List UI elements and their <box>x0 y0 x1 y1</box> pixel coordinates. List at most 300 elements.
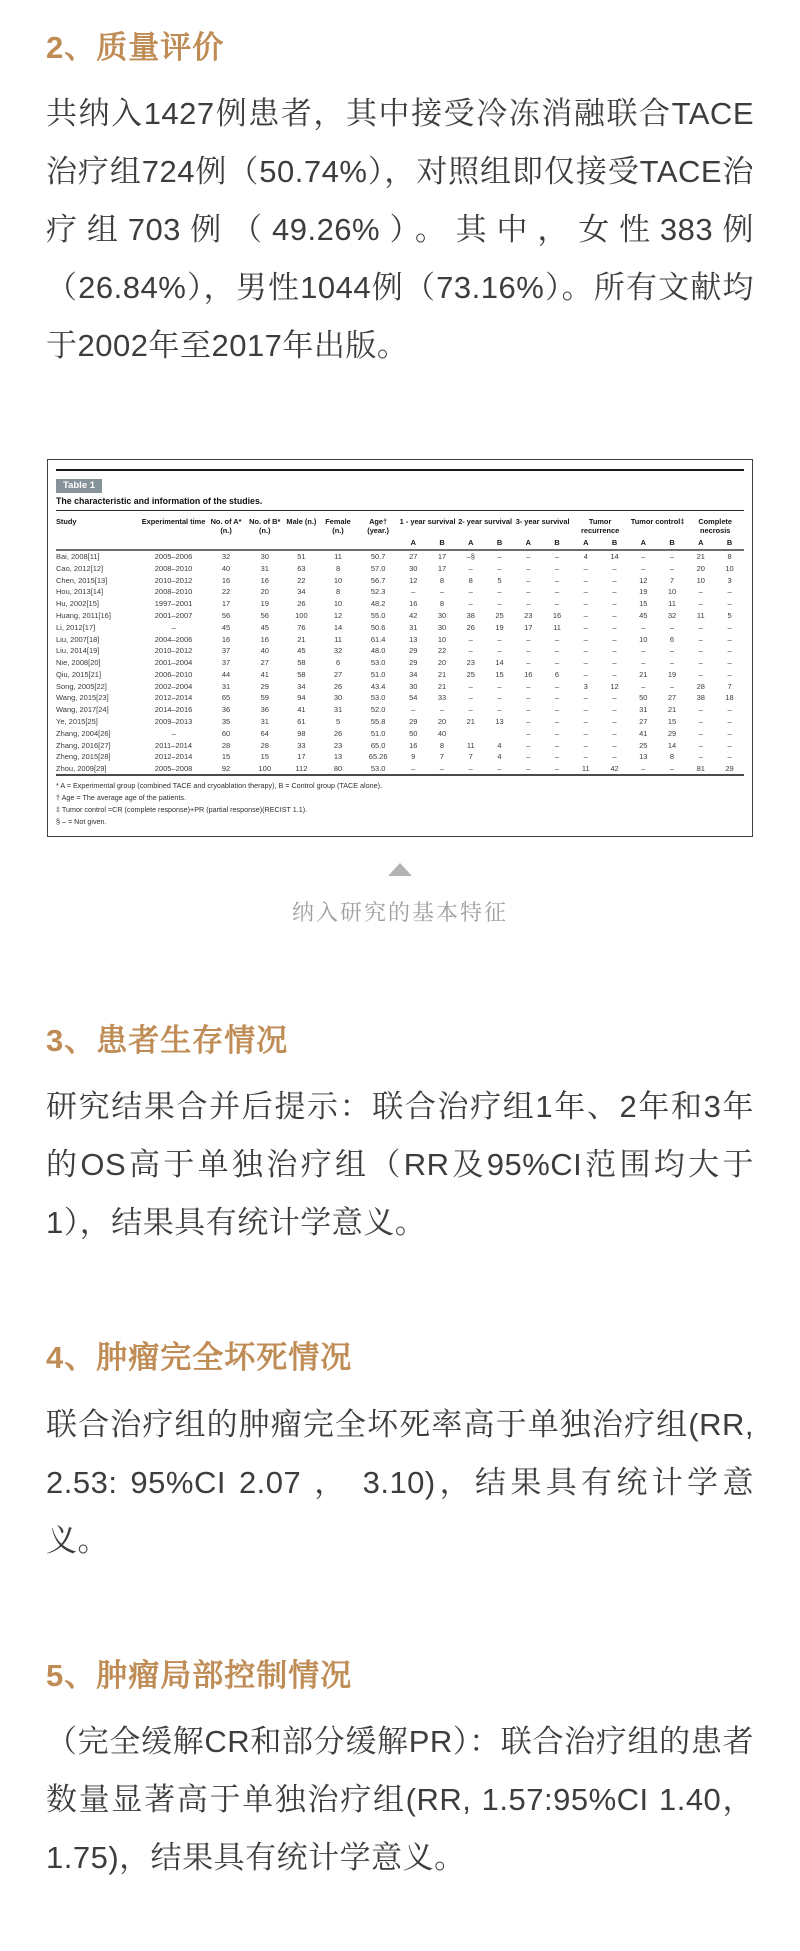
value-cell: 29 <box>260 681 269 691</box>
value-cell: 51.0 <box>370 728 386 738</box>
value-cell: 63 <box>297 563 306 573</box>
column-header: Male (n.) <box>286 516 317 526</box>
studies-table-body <box>56 550 744 776</box>
table-footnote: † Age = The average age of the patients. <box>56 793 186 803</box>
value-cell: – <box>612 622 617 632</box>
value-cell: 40 <box>437 728 447 738</box>
table-row <box>56 657 744 669</box>
value-cell: 10 <box>639 634 648 644</box>
value-cell: 2009–2013 <box>154 716 193 726</box>
value-cell: 61.4 <box>370 634 386 644</box>
value-cell: 36 <box>260 705 269 715</box>
table-row <box>56 562 744 574</box>
column-group-header: 3- year survival <box>515 516 570 526</box>
section-patient-survival <box>46 1019 754 1252</box>
section-complete-necrosis <box>46 1336 754 1569</box>
table-row <box>56 763 744 776</box>
value-cell: 17 <box>437 563 447 573</box>
column-header: No. of A* (n.) <box>210 516 242 536</box>
value-cell: 29 <box>409 716 418 726</box>
value-cell: – <box>583 728 588 738</box>
value-cell: 32 <box>667 610 677 620</box>
value-cell: 2011–2014 <box>155 740 193 750</box>
value-cell: – <box>727 705 732 715</box>
value-cell: 21 <box>297 634 306 644</box>
value-cell: 8 <box>727 552 732 562</box>
section-heading: 2、质量评价 <box>46 30 225 65</box>
value-cell: 60 <box>221 728 231 738</box>
section-heading: 3、患者生存情况 <box>46 1022 289 1058</box>
value-cell: – <box>171 622 176 632</box>
sub-column-header: A <box>640 538 646 548</box>
value-cell: 30 <box>409 563 418 573</box>
studies-table <box>56 515 744 777</box>
value-cell: 2001–2004 <box>154 658 193 668</box>
value-cell: – <box>554 646 560 656</box>
value-cell: – <box>612 646 617 656</box>
value-cell: 21 <box>667 705 677 715</box>
value-cell: 26 <box>333 681 343 691</box>
value-cell: 16 <box>552 610 562 620</box>
sub-column-header: B <box>726 538 733 548</box>
column-header: No. of B* (n.) <box>249 516 281 536</box>
studies-table-head <box>56 515 744 550</box>
value-cell: 35 <box>221 716 231 726</box>
value-cell: – <box>727 658 732 668</box>
table-title: The characteristic and information of the studies. <box>56 496 744 511</box>
value-cell: – <box>583 752 588 762</box>
value-cell: – <box>641 563 646 573</box>
value-cell: 20 <box>696 563 705 573</box>
value-cell: – <box>727 622 732 632</box>
value-cell: 15 <box>221 752 231 762</box>
value-cell: – <box>526 634 531 644</box>
value-cell: – <box>497 646 502 656</box>
value-cell: 25 <box>466 669 475 679</box>
value-cell: 65.26 <box>368 752 388 762</box>
value-cell: – <box>612 575 617 585</box>
value-cell: 12 <box>409 575 418 585</box>
value-cell: 38 <box>696 693 705 703</box>
value-cell: – <box>698 716 703 726</box>
value-cell: 5 <box>727 610 732 620</box>
value-cell: 13 <box>495 716 504 726</box>
value-cell: 27 <box>667 693 677 703</box>
value-cell: – <box>497 563 502 573</box>
value-cell <box>485 727 514 739</box>
study-cell: Nie, 2008[20] <box>56 658 101 668</box>
value-cell: 38 <box>466 610 475 620</box>
value-cell: 57.0 <box>370 563 386 573</box>
section-paragraph: 研究结果合并后提示：联合治疗组1年、2年和3年的OS高于单独治疗组（RR及95%CI范围均大于1），结果具有统计学意义。 <box>46 1089 754 1241</box>
value-cell: – <box>497 693 502 703</box>
value-cell: 30 <box>437 610 447 620</box>
value-cell: 15 <box>495 669 504 679</box>
value-cell: 7 <box>669 575 675 585</box>
value-cell: 3 <box>583 681 588 691</box>
study-cell: Qiu, 2015[21] <box>56 669 102 679</box>
value-cell: 8 <box>335 563 341 573</box>
value-cell: 7 <box>468 752 473 762</box>
value-cell: 21 <box>466 716 475 726</box>
value-cell: – <box>554 552 560 562</box>
table-row <box>56 550 744 563</box>
value-cell: – <box>468 599 473 609</box>
value-cell: – <box>526 705 531 715</box>
value-cell: 59 <box>260 693 269 703</box>
study-cell: Huang, 2011[16] <box>56 610 111 620</box>
value-cell: 11 <box>334 634 342 644</box>
study-cell: Zhang, 2004[26] <box>56 728 111 738</box>
value-cell: 44 <box>221 669 231 679</box>
value-cell: 27 <box>409 552 418 562</box>
value-cell: 30 <box>409 681 418 691</box>
value-cell: – <box>698 646 703 656</box>
value-cell: – <box>641 658 646 668</box>
value-cell: – <box>497 634 502 644</box>
value-cell: – <box>612 728 617 738</box>
section-local-tumor-control <box>46 1654 754 1887</box>
value-cell: – <box>612 599 617 609</box>
value-cell: 26 <box>333 728 343 738</box>
value-cell: – <box>698 599 703 609</box>
value-cell: – <box>526 681 531 691</box>
value-cell: – <box>583 705 588 715</box>
study-cell: Li, 2012[17] <box>56 622 96 632</box>
value-cell: 28 <box>696 681 705 691</box>
value-cell: 30 <box>437 622 447 632</box>
value-cell: 25 <box>639 740 648 750</box>
value-cell: 80 <box>333 764 343 774</box>
value-cell: 31 <box>409 622 418 632</box>
value-cell: – <box>554 599 560 609</box>
value-cell: – <box>727 646 732 656</box>
value-cell: – <box>727 634 732 644</box>
value-cell: – <box>554 705 560 715</box>
value-cell: – <box>698 622 703 632</box>
value-cell: 41 <box>260 669 269 679</box>
value-cell: – <box>641 646 646 656</box>
value-cell: 52.0 <box>370 705 386 715</box>
value-cell: – <box>583 740 588 750</box>
figure-caption: 纳入研究的基本特征 <box>291 899 508 925</box>
value-cell: 37 <box>221 658 231 668</box>
column-group-header: 2- year survival <box>458 516 513 526</box>
value-cell: – <box>583 587 588 597</box>
value-cell: – <box>497 681 502 691</box>
value-cell: 2008–2010 <box>154 587 193 597</box>
value-cell: – <box>411 587 416 597</box>
value-cell: 20 <box>437 658 447 668</box>
value-cell: 2008–2010 <box>154 563 193 573</box>
value-cell: 20 <box>437 716 447 726</box>
value-cell: 31 <box>639 705 648 715</box>
value-cell: – <box>468 764 473 774</box>
value-cell: 1997–2001 <box>154 599 193 609</box>
value-cell: – <box>583 658 588 668</box>
value-cell: 2006–2010 <box>154 669 193 679</box>
value-cell: 56.7 <box>370 575 386 585</box>
studies-table-figure[interactable] <box>47 459 753 837</box>
value-cell: 14 <box>495 658 504 668</box>
section-paragraph: 共纳入1427例患者，其中接受冷冻消融联合TACE治疗组724例（50.74%），对照组即仅接受TACE治疗组703例（49.26%）。其中，女性383例（26.84%），男性1044例（73.16%）。所有文献均于2002年至2017年出版。 <box>46 96 754 364</box>
value-cell: 34 <box>297 681 306 691</box>
value-cell: 94 <box>297 693 306 703</box>
value-cell: 11 <box>553 622 561 632</box>
studies-table-figure-inner <box>56 469 744 828</box>
value-cell: 29 <box>725 764 734 774</box>
column-header: Female (n.) <box>325 516 351 536</box>
value-cell: 20 <box>260 587 269 597</box>
value-cell: 27 <box>333 669 343 679</box>
sub-column-header: B <box>496 538 503 548</box>
value-cell: 50.6 <box>370 622 386 632</box>
value-cell: 21 <box>437 669 447 679</box>
value-cell: 9 <box>411 752 416 762</box>
value-cell: – <box>669 563 675 573</box>
value-cell: 64 <box>260 728 269 738</box>
value-cell: 17 <box>437 552 447 562</box>
value-cell: 12 <box>610 681 619 691</box>
value-cell: 8 <box>439 599 445 609</box>
study-cell: Ye, 2015[25] <box>56 716 98 726</box>
value-cell: 13 <box>409 634 418 644</box>
value-cell: 37 <box>221 646 231 656</box>
table-row <box>56 668 744 680</box>
value-cell: 13 <box>639 752 648 762</box>
value-cell: 27 <box>639 716 648 726</box>
value-cell: 18 <box>725 693 734 703</box>
table-row <box>56 586 744 598</box>
value-cell: – <box>669 681 675 691</box>
value-cell: – <box>612 610 617 620</box>
value-cell: 4 <box>497 740 502 750</box>
value-cell: – <box>583 622 588 632</box>
study-cell: Chen, 2015[13] <box>56 575 108 585</box>
value-cell: 2002–2004 <box>154 681 193 691</box>
table-row <box>56 610 744 622</box>
section-paragraph: （完全缓解CR和部分缓解PR）：联合治疗组的患者数量显著高于单独治疗组(RR, 1.57:95%CI 1.40，1.75)，结果具有统计学意义。 <box>46 1724 754 1876</box>
value-cell: – <box>497 552 502 562</box>
value-cell: 34 <box>409 669 418 679</box>
value-cell: 21 <box>437 681 447 691</box>
value-cell: – <box>612 752 617 762</box>
value-cell: 16 <box>221 634 231 644</box>
value-cell: 3 <box>727 575 732 585</box>
value-cell: 10 <box>696 575 705 585</box>
table-row <box>56 704 744 716</box>
value-cell: 5 <box>497 575 502 585</box>
table-row <box>56 633 744 645</box>
value-cell: 10 <box>725 563 734 573</box>
value-cell: 17 <box>221 599 231 609</box>
table-footnote: * A = Experimental group (combined TACE and cryoablation therapy), B = Control group (TACE alone). <box>56 781 382 791</box>
table-footnote: § – = Not given. <box>56 817 107 827</box>
value-cell: 4 <box>583 552 588 562</box>
value-cell: – <box>554 716 560 726</box>
value-cell: 30 <box>333 693 343 703</box>
value-cell: 16 <box>260 634 269 644</box>
value-cell: 92 <box>221 764 231 774</box>
value-cell: – <box>468 681 473 691</box>
value-cell: 11 <box>696 610 705 620</box>
value-cell: 56 <box>221 610 231 620</box>
value-cell: 45 <box>221 622 231 632</box>
value-cell: 17 <box>524 622 533 632</box>
value-cell: 51 <box>297 552 306 562</box>
value-cell: 45 <box>639 610 648 620</box>
table-footnotes <box>56 780 744 828</box>
value-cell: 42 <box>409 610 418 620</box>
value-cell: 31 <box>221 681 231 691</box>
value-cell: – <box>526 728 531 738</box>
column-group-header: Complete necrosis <box>698 516 733 536</box>
value-cell: – <box>554 681 560 691</box>
value-cell: 29 <box>409 658 418 668</box>
value-cell: – <box>554 563 560 573</box>
value-cell: 29 <box>667 728 677 738</box>
value-cell: – <box>497 587 502 597</box>
value-cell: 12 <box>333 610 343 620</box>
value-cell: 55.8 <box>370 716 386 726</box>
value-cell: – <box>554 587 560 597</box>
value-cell: – <box>439 587 445 597</box>
study-cell: Wang, 2017[24] <box>56 705 109 715</box>
value-cell: 2010–2012 <box>154 646 193 656</box>
table-row <box>56 692 744 704</box>
column-group-header: Tumor recurrence <box>581 516 620 536</box>
value-cell: – <box>727 599 732 609</box>
value-cell: 32 <box>221 552 231 562</box>
value-cell: 50 <box>409 728 418 738</box>
value-cell: 22 <box>297 575 306 585</box>
value-cell: – <box>612 716 617 726</box>
table-row <box>56 574 744 586</box>
sub-column-header: B <box>669 538 675 548</box>
sub-column-header: A <box>583 538 589 548</box>
value-cell: 2012–2014 <box>154 752 193 762</box>
value-cell: 2004–2006 <box>154 634 193 644</box>
value-cell: – <box>669 764 675 774</box>
value-cell: 50 <box>639 693 648 703</box>
value-cell: – <box>727 587 732 597</box>
value-cell: 10 <box>333 575 343 585</box>
study-cell: Hu, 2002[15] <box>56 599 99 609</box>
value-cell: 2005–2008 <box>154 764 193 774</box>
value-cell: 17 <box>297 752 306 762</box>
value-cell: 100 <box>258 764 272 774</box>
value-cell: – <box>612 669 617 679</box>
value-cell: 22 <box>221 587 231 597</box>
value-cell: – <box>411 764 416 774</box>
value-cell: 6 <box>669 634 675 644</box>
value-cell: 23 <box>333 740 343 750</box>
value-cell: 53.0 <box>370 658 386 668</box>
value-cell: – <box>583 646 588 656</box>
value-cell: – <box>698 587 703 597</box>
value-cell: – <box>497 764 502 774</box>
value-cell: 2001–2007 <box>154 610 193 620</box>
value-cell: – <box>526 740 531 750</box>
value-cell: – <box>612 705 617 715</box>
value-cell: – <box>698 728 703 738</box>
value-cell: 6 <box>554 669 560 679</box>
value-cell: 10 <box>437 634 447 644</box>
value-cell: 21 <box>639 669 648 679</box>
study-cell: Cao, 2012[12] <box>56 563 104 573</box>
value-cell: – <box>612 658 617 668</box>
table-header-row <box>56 515 744 537</box>
value-cell: – <box>612 634 617 644</box>
value-cell: 98 <box>297 728 306 738</box>
value-cell: 28 <box>260 740 269 750</box>
value-cell: – <box>669 622 675 632</box>
value-cell: – <box>583 563 588 573</box>
value-cell: 26 <box>466 622 475 632</box>
value-cell: 13 <box>333 752 343 762</box>
value-cell: 36 <box>221 705 231 715</box>
value-cell: 23 <box>524 610 533 620</box>
value-cell: – <box>526 575 531 585</box>
value-cell: – <box>526 716 531 726</box>
value-cell: 48.2 <box>370 599 386 609</box>
value-cell: 34 <box>297 587 306 597</box>
value-cell: 48.0 <box>370 646 386 656</box>
value-cell: – <box>641 552 646 562</box>
study-cell: Bai, 2008[11] <box>56 552 100 562</box>
value-cell: – <box>554 575 560 585</box>
value-cell: – <box>526 599 531 609</box>
value-cell: 31 <box>260 716 269 726</box>
value-cell: 42 <box>610 764 619 774</box>
value-cell: – <box>583 575 588 585</box>
value-cell <box>456 727 485 739</box>
value-cell: 19 <box>495 622 504 632</box>
value-cell: – <box>554 740 560 750</box>
value-cell: 8 <box>439 575 445 585</box>
section-heading: 4、肿瘤完全坏死情况 <box>46 1340 353 1376</box>
value-cell: 29 <box>409 646 418 656</box>
value-cell: 21 <box>696 552 705 562</box>
value-cell: 16 <box>221 575 231 585</box>
study-cell: Hou, 2013[14] <box>56 587 104 597</box>
value-cell: 7 <box>727 681 732 691</box>
value-cell: 19 <box>667 669 677 679</box>
value-cell: 19 <box>639 587 648 597</box>
study-cell: Song, 2005[22] <box>56 681 107 691</box>
value-cell: 5 <box>335 716 341 726</box>
value-cell: – <box>583 669 588 679</box>
table-label: Table 1 <box>56 479 102 493</box>
sub-column-header: A <box>698 538 704 548</box>
value-cell: 6 <box>335 658 341 668</box>
table-row <box>56 645 744 657</box>
value-cell: 25 <box>495 610 504 620</box>
value-cell: 112 <box>295 764 308 774</box>
value-cell: – <box>727 669 732 679</box>
value-cell: – <box>468 646 473 656</box>
value-cell: – <box>612 740 617 750</box>
value-cell: 81 <box>696 764 705 774</box>
value-cell: 31 <box>260 563 269 573</box>
study-cell: Wang, 2015[23] <box>56 693 109 703</box>
value-cell: 55.0 <box>370 610 386 620</box>
value-cell: – <box>526 552 531 562</box>
value-cell: 10 <box>333 599 343 609</box>
value-cell: – <box>468 634 473 644</box>
value-cell: 40 <box>260 646 269 656</box>
value-cell: 14 <box>610 552 619 562</box>
